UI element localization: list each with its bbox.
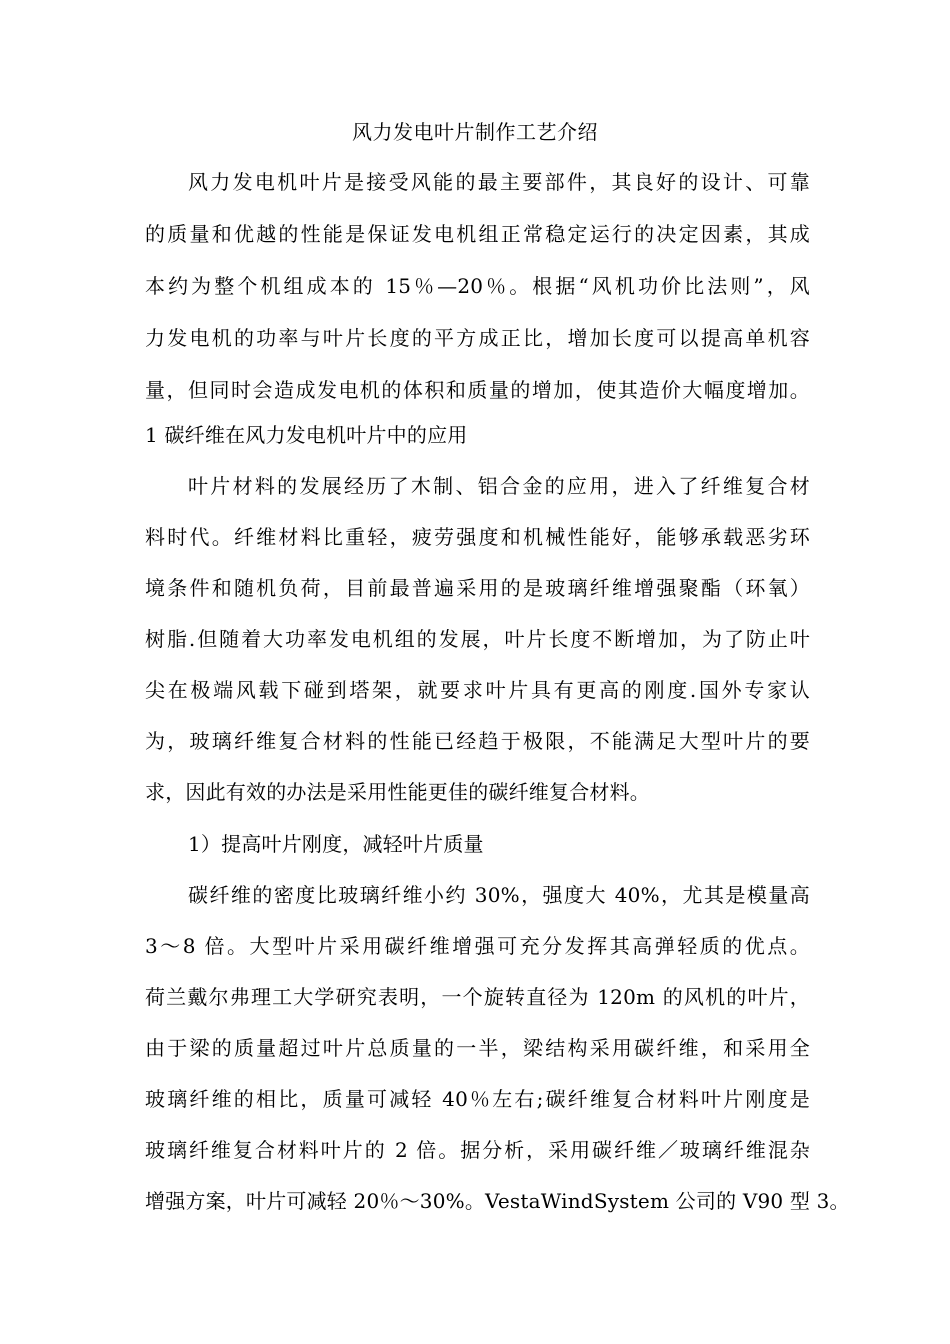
paragraph-line: 荷兰戴尔弗理工大学研究表明，一个旋转直径为 120m 的风机的叶片， <box>145 985 810 1009</box>
paragraph-line: 为，玻璃纤维复合材料的性能已经趋于极限，不能满足大型叶片的要 <box>145 729 810 753</box>
paragraph-line: 碳纤维的密度比玻璃纤维小约 30%，强度大 40%，尤其是模量高 <box>188 883 810 907</box>
subsection-heading: 1）提高叶片刚度，减轻叶片质量 <box>188 832 484 856</box>
paragraph-line: 玻璃纤维的相比，质量可减轻 40％左右;碳纤维复合材料叶片刚度是 <box>145 1087 810 1111</box>
paragraph-line: 树脂.但随着大功率发电机组的发展，叶片长度不断增加，为了防止叶 <box>145 627 810 651</box>
paragraph-line: 的质量和优越的性能是保证发电机组正常稳定运行的决定因素，其成 <box>145 222 810 246</box>
paragraph-line: 力发电机的功率与叶片长度的平方成正比，增加长度可以提高单机容 <box>145 326 810 350</box>
paragraph-line: 量，但同时会造成发电机的体积和质量的增加，使其造价大幅度增加。 <box>145 378 810 402</box>
paragraph-line: 风力发电机叶片是接受风能的最主要部件，其良好的设计、可靠 <box>188 170 810 194</box>
paragraph-line: 境条件和随机负荷，目前最普遍采用的是玻璃纤维增强聚酯（环氧） <box>145 576 810 600</box>
paragraph-line: 由于梁的质量超过叶片总质量的一半，梁结构采用碳纤维，和采用全 <box>145 1036 810 1060</box>
paragraph-line: 玻璃纤维复合材料叶片的 2 倍。据分析，采用碳纤维／玻璃纤维混杂 <box>145 1138 810 1162</box>
paragraph-line: 料时代。纤维材料比重轻，疲劳强度和机械性能好，能够承载恶劣环 <box>145 525 810 549</box>
paragraph-line: 3～8 倍。大型叶片采用碳纤维增强可充分发挥其高弹轻质的优点。 <box>145 934 810 958</box>
paragraph-line: 增强方案，叶片可减轻 20％～30%。VestaWindSystem 公司的 V90 型 3。 <box>145 1189 850 1213</box>
paragraph-line: 尖在极端风载下碰到塔架，就要求叶片具有更高的刚度.国外专家认 <box>145 678 810 702</box>
paragraph-line: 叶片材料的发展经历了木制、铝合金的应用，进入了纤维复合材 <box>188 474 810 498</box>
paragraph-line: 求，因此有效的办法是采用性能更佳的碳纤维复合材料。 <box>145 780 650 804</box>
document-title: 风力发电叶片制作工艺介绍 <box>352 120 598 144</box>
paragraph-line: 本约为整个机组成本的 15％—20％。根据“风机功价比法则”，风 <box>145 274 810 298</box>
section-heading: 1 碳纤维在风力发电机叶片中的应用 <box>145 423 468 447</box>
